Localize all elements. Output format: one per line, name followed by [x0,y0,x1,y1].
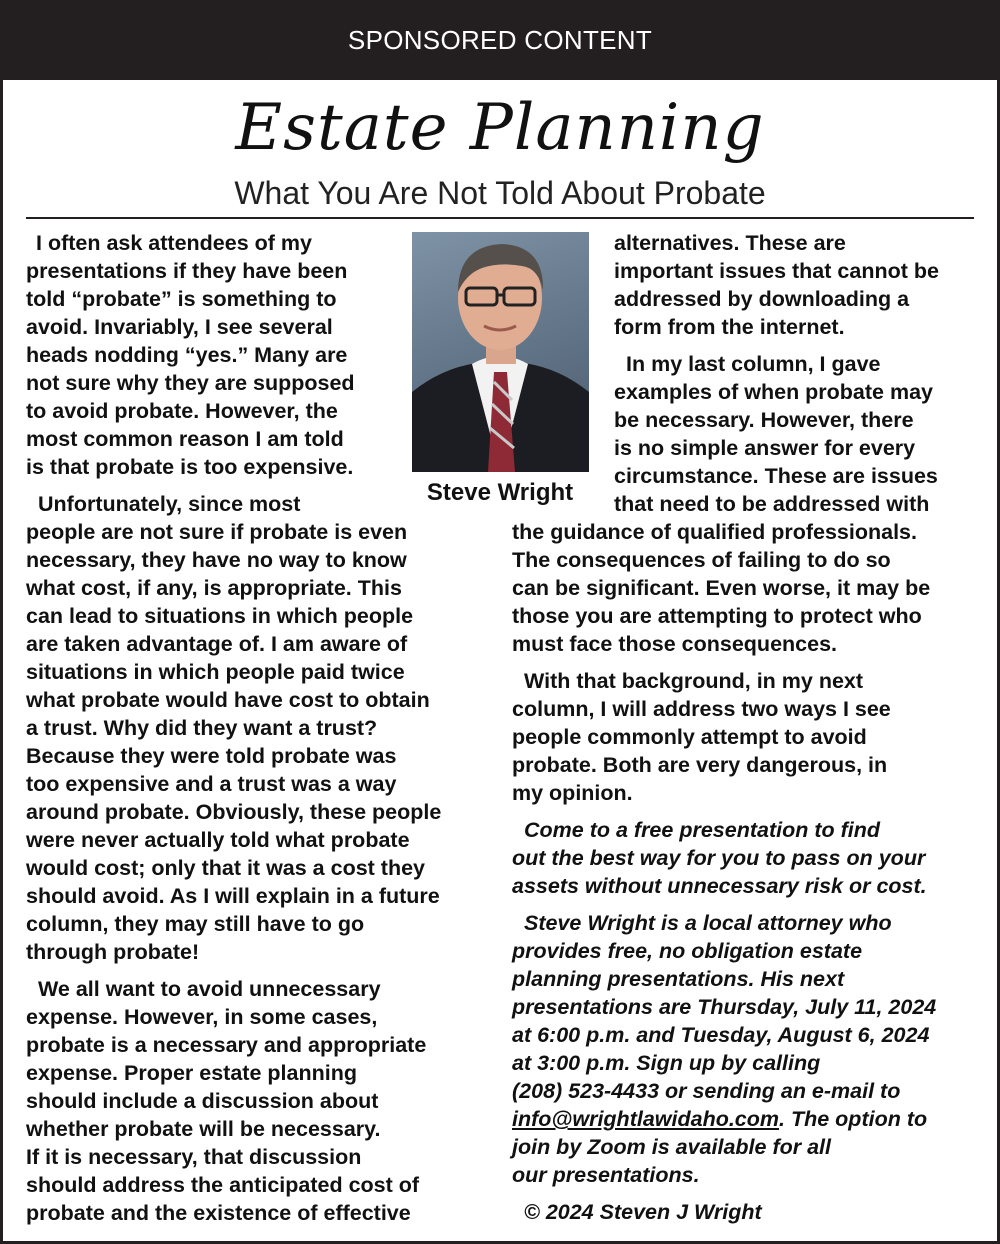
text-line: can lead to situations in which people [26,604,414,628]
paragraph-gap [512,658,982,667]
text-line: would cost; only that it was a cost they [26,856,425,880]
paragraph-gap [512,807,982,816]
phone-line: (208) 523-4433 or sending an e-mail to [512,1079,901,1103]
text-line: what probate would have cost to obtain [26,688,430,712]
text-line: I often ask attendees of my [36,231,312,255]
text-line: join by Zoom is available for all [512,1135,831,1159]
copyright-notice: © 2024 Steven J Wright [524,1200,762,1224]
text-line: the guidance of qualified professionals. [512,520,917,544]
text-line: Unfortunately, since most [38,492,301,516]
text-line: should include a discussion about [26,1089,379,1113]
text-line: Because they were told probate was [26,744,397,768]
text-line: those you are attempting to protect who [512,604,922,628]
text-line: probate is a necessary and appropriate [26,1033,427,1057]
text-line: that need to be addressed with [614,492,930,516]
text-line: people commonly attempt to avoid [512,725,867,749]
text-line: expense. However, in some cases, [26,1005,378,1029]
text-line: out the best way for you to pass on your [512,846,926,870]
text-line: expense. Proper estate planning [26,1061,357,1085]
text-line: alternatives. These are [614,231,846,255]
text-line: through probate! [26,940,200,964]
text-line: Steve Wright is a local attorney who [524,911,892,935]
paragraph-gap [512,1189,982,1198]
text-line: must face those consequences. [512,632,837,656]
page-title: Estate Planning [235,91,765,165]
event-date-1: Thursday, July 11, 2024 [697,995,937,1019]
text-line: necessary, they have no way to know [26,548,407,572]
text-line [512,1105,982,1133]
text-line: our presentations. [512,1163,700,1187]
text-line: at 6:00 p.m. and Tuesday, August 6, 2024 [512,1023,930,1047]
paragraph-gap [512,900,982,909]
text-line: my opinion. [512,781,633,805]
text-line: most common reason I am told [26,427,344,451]
text-line [512,1049,982,1077]
text-line: If it is necessary, that discussion [26,1145,362,1169]
text-line: a trust. Why did they want a trust? [26,716,378,740]
text-line: assets without unnecessary risk or cost. [512,874,927,898]
text-line: In my last column, I gave [626,352,881,376]
text-line: avoid. Invariably, I see several [26,315,333,339]
text-line: be necessary. However, there [614,408,914,432]
text-line: The consequences of failing to do so [512,548,891,572]
text-line: planning presentations. His next [512,967,845,991]
text-line: can be significant. Even worse, it may be [512,576,931,600]
text-line: told “probate” is something to [26,287,337,311]
text-line: should address the anticipated cost of [26,1173,420,1197]
text-line: important issues that cannot be [614,259,939,283]
text-line: probate. Both are very dangerous, in [512,753,888,777]
text-line: With that background, in my next [524,669,864,693]
text-line: should avoid. As I will explain in a future [26,884,440,908]
event-time-2: at 3:00 p.m. [512,1051,631,1075]
text-line: presentations if they have been [26,259,348,283]
photo-caption: Steve Wright [426,479,574,506]
text-line: column, I will address two ways I see [512,697,891,721]
text-line: around probate. Obviously, these people [26,800,442,824]
text-line: are taken advantage of. I am aware of [26,632,408,656]
text-line: We all want to avoid unnecessary [38,977,381,1001]
text-line: probate and the existence of effective [26,1201,411,1225]
text-span: presentations are [512,995,698,1019]
text-line: heads nodding “yes.” Many are [26,343,348,367]
text-line: is no simple answer for every [614,436,916,460]
text-span: . The option to [779,1107,928,1131]
text-line: column, they may still have to go [26,912,365,936]
text-line: what cost, if any, is appropriate. This [26,576,402,600]
text-line: addressed by downloading a [614,287,910,311]
text-line: provides free, no obligation estate [512,939,863,963]
page-subtitle: What You Are Not Told About Probate [234,175,766,211]
email-link[interactable]: info@wrightlawidaho.com [512,1107,780,1131]
text-line: is that probate is too expensive. [26,455,354,479]
sponsored-banner: SPONSORED CONTENT [0,0,1000,80]
text-line: situations in which people paid twice [26,660,405,684]
text-line: whether probate will be necessary. [26,1117,381,1141]
text-line: to avoid probate. However, the [26,399,338,423]
text-line: examples of when probate may [614,380,934,404]
article-column-right [512,229,982,1226]
text-line [512,993,982,1021]
text-line: not sure why they are supposed [26,371,355,395]
text-line: were never actually told what probate [26,828,410,852]
title-divider [26,217,974,219]
text-line: too expensive and a trust was a way [26,772,397,796]
text-line: Come to a free presentation to find [524,818,880,842]
text-line: people are not sure if probate is even [26,520,408,544]
paragraph-gap [26,966,496,975]
paragraph-gap [512,341,982,350]
text-line: form from the internet. [614,315,845,339]
text-span: Sign up by calling [630,1051,821,1075]
text-line: circumstance. These are issues [614,464,938,488]
